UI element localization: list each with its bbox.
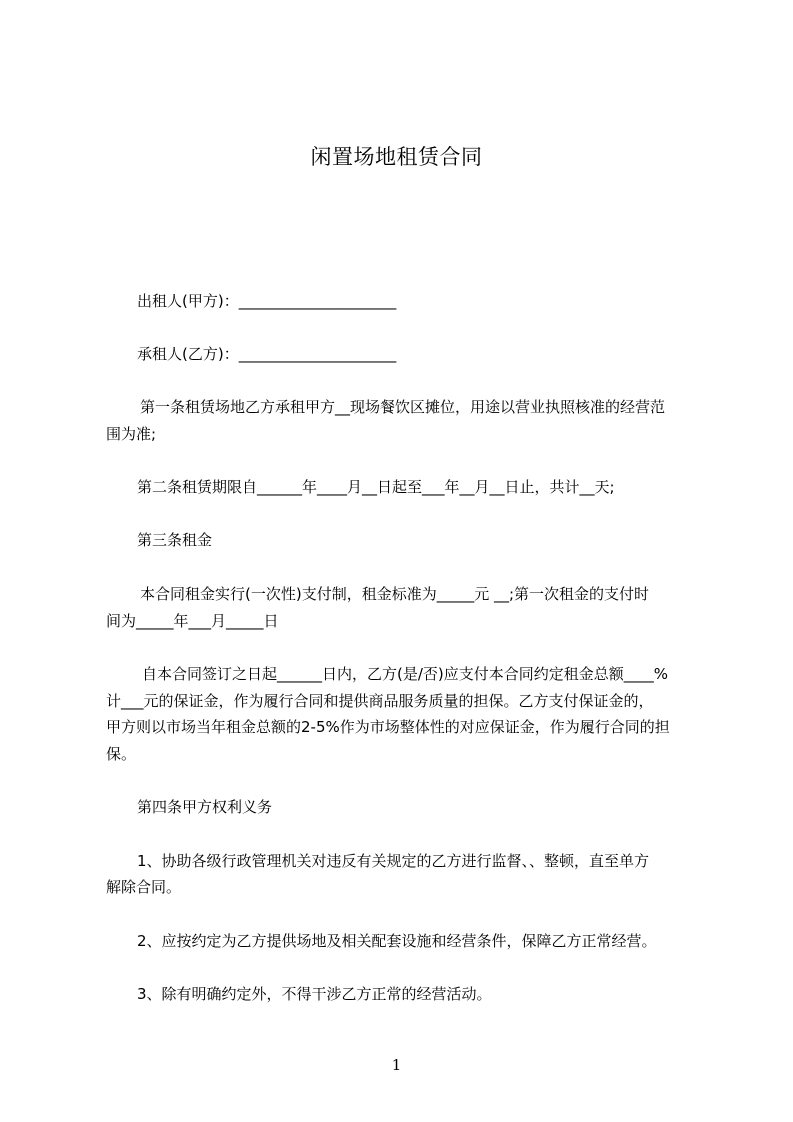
- article-4-item-3: 3、除有明确约定外，不得干涉乙方正常的经营活动。: [137, 985, 492, 1003]
- rent-paragraph-line-1: 本合同租金实行(一次性)支付制，租金标准为_____元 __;第一次租金的支付时: [140, 585, 650, 603]
- deposit-paragraph-line-4: 保。: [106, 745, 137, 763]
- article-4-item-1-line-2: 解除合同。: [106, 878, 182, 896]
- article-3-heading: 第三条租金: [137, 531, 213, 549]
- article-1-line-1: 第一条租赁场地乙方承租甲方__现场餐饮区摊位，用途以营业执照核准的经营范: [140, 398, 666, 416]
- deposit-paragraph-line-3: 甲方则以市场当年租金总额的2-5%作为市场整体性的对应保证金，作为履行合同的担: [106, 718, 670, 736]
- article-4-item-1-line-1: 1、协助各级行政管理机关对违反有关规定的乙方进行监督、、整顿，直至单方: [137, 852, 650, 870]
- article-1-line-2: 围为准;: [106, 425, 157, 443]
- article-2-line: 第二条租赁期限自______年____月__日起至___年__月__日止，共计__天;: [137, 478, 615, 496]
- rent-paragraph-line-2: 间为_____年___月_____日: [106, 612, 279, 630]
- article-4-heading: 第四条甲方权利义务: [137, 798, 273, 816]
- document-title: 闲置场地租赁合同: [310, 145, 483, 169]
- lessee-line: 承租人(乙方)：_____________________: [137, 345, 397, 363]
- deposit-paragraph-line-1: 自本合同签订之日起______日内，乙方(是/否)应支付本合同约定租金总额____%: [142, 665, 669, 683]
- lessor-line: 出租人(甲方)：_____________________: [137, 292, 397, 310]
- page-number: 1: [391, 1056, 402, 1074]
- deposit-paragraph-line-2: 计___元的保证金，作为履行合同和提供商品服务质量的担保。乙方支付保证金的，: [106, 692, 654, 710]
- article-4-item-2: 2、应按约定为乙方提供场地及相关配套设施和经营条件，保障乙方正常经营。: [137, 932, 657, 950]
